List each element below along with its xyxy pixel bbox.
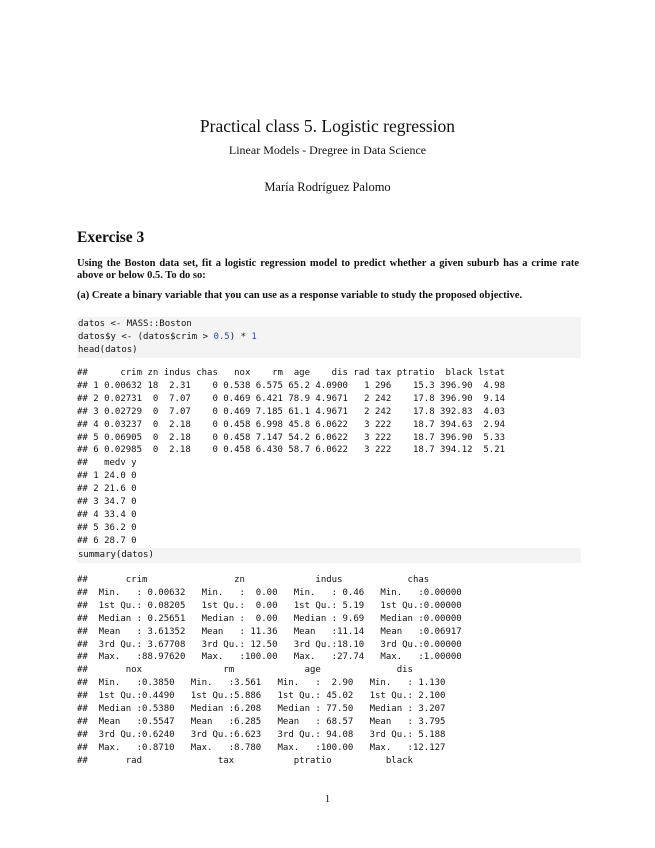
numeric-literal: 1: [251, 331, 257, 342]
output-line: ## 1st Qu.: 0.08205 1st Qu.: 0.00 1st Qu.: 5.19 1st Qu.:0.00000: [77, 600, 473, 611]
section-heading: Exercise 3: [77, 229, 145, 246]
output-line: ## Mean : 3.61352 Mean : 11.36 Mean :11.14 Mean :0.06917: [77, 626, 473, 637]
output-line: ## nox rm age dis: [77, 665, 457, 676]
code-block-setup: [77, 317, 581, 358]
head-output-lines: [77, 367, 581, 548]
output-line: ## Mean :0.5547 Mean :6.285 Mean : 68.57 Mean : 3.795: [77, 716, 457, 727]
output-line: ## Max. :88.97620 Max. :100.00 Max. :27.74 Max. :1.00000: [77, 652, 473, 663]
head-output: [77, 367, 581, 548]
output-line: ## 4 33.4 0: [77, 509, 137, 520]
code-block-summary: [77, 548, 581, 563]
output-line: ## Max. :0.8710 Max. :8.780 Max. :100.00 Max. :12.127: [77, 742, 457, 753]
output-line: ## 3 34.7 0: [77, 497, 137, 508]
output-line: ## 2 21.6 0: [77, 484, 137, 495]
code-line: summary(datos): [78, 550, 154, 560]
output-line: ## crim zn indus chas nox rm age dis rad tax ptratio black lstat: [77, 368, 506, 378]
code-line: head(datos): [78, 344, 138, 355]
page-number: 1: [324, 794, 331, 805]
output-line: ## 5 0.06905 0 2.18 0 0.458 7.147 54.2 6.0622 3 222 18.7 396.90 5.33: [77, 432, 506, 443]
output-line: ## crim zn indus chas: [77, 575, 473, 585]
output-line: ## rad tax ptratio black: [77, 755, 451, 766]
output-line: ## Median :0.5380 Median :6.208 Median : 77.50 Median : 3.207: [77, 704, 457, 715]
output-line: ## 2 0.02731 0 7.07 0 0.469 6.421 78.9 4.9671 2 242 17.8 396.90 9.14: [77, 393, 506, 404]
output-line: ## 3rd Qu.: 3.67708 3rd Qu.: 12.50 3rd Qu.:18.10 3rd Qu.:0.00000: [77, 639, 473, 650]
numeric-literal: 0.5: [213, 331, 230, 342]
output-line: ## Median : 0.25651 Median : 0.00 Median : 9.69 Median :0.00000: [77, 613, 473, 624]
output-line: ## 1st Qu.:0.4490 1st Qu.:5.886 1st Qu.: 45.02 1st Qu.: 2.100: [77, 691, 457, 702]
output-line: ## 6 28.7 0: [77, 535, 137, 546]
document-author: María Rodríguez Palomo: [264, 180, 391, 194]
output-line: ## Min. :0.3850 Min. :3.561 Min. : 2.90 Min. : 1.130: [77, 678, 457, 689]
output-line: ## 1 0.00632 18 2.31 0 0.538 6.575 65.2 4.0900 1 296 15.3 396.90 4.98: [77, 380, 506, 391]
code-lines: [77, 317, 581, 358]
output-line: ## medv y: [77, 458, 137, 469]
code-line: datos <- MASS::Boston: [78, 319, 192, 329]
output-line: ## 4 0.03237 0 2.18 0 0.458 6.998 45.8 6.0622 3 222 18.7 394.63 2.94: [77, 419, 506, 430]
output-line: ## 6 0.02985 0 2.18 0 0.458 6.430 58.7 6.0622 3 222 18.7 394.12 5.21: [77, 445, 506, 456]
output-line: ## 1 24.0 0: [77, 471, 137, 482]
output-line: ## 3 0.02729 0 7.07 0 0.469 7.185 61.1 4.9671 2 242 17.8 392.83 4.03: [77, 406, 506, 417]
output-line: ## Min. : 0.00632 Min. : 0.00 Min. : 0.46 Min. :0.00000: [77, 587, 473, 598]
code-line: datos$y <- (datos$crim > 0.5) * 1: [78, 331, 257, 342]
summary-output: [77, 574, 581, 768]
summary-output-lines: [77, 574, 581, 768]
instruction-intro: Using the Boston data set, fit a logistic regression model to predict whether a given suburb has a crime rate above or below 0.5. To do so:: [77, 258, 579, 281]
output-line: ## 5 36.2 0: [77, 522, 137, 533]
document-subtitle: Linear Models - Dregree in Data Science: [228, 143, 427, 157]
output-line: ## 3rd Qu.:0.6240 3rd Qu.:6.623 3rd Qu.: 94.08 3rd Qu.: 5.188: [77, 729, 457, 740]
instruction-part-a: (a) Create a binary variable that you can use as a response variable to study the proposed objective.: [77, 290, 523, 301]
document-title: Practical class 5. Logistic regression: [199, 116, 456, 136]
